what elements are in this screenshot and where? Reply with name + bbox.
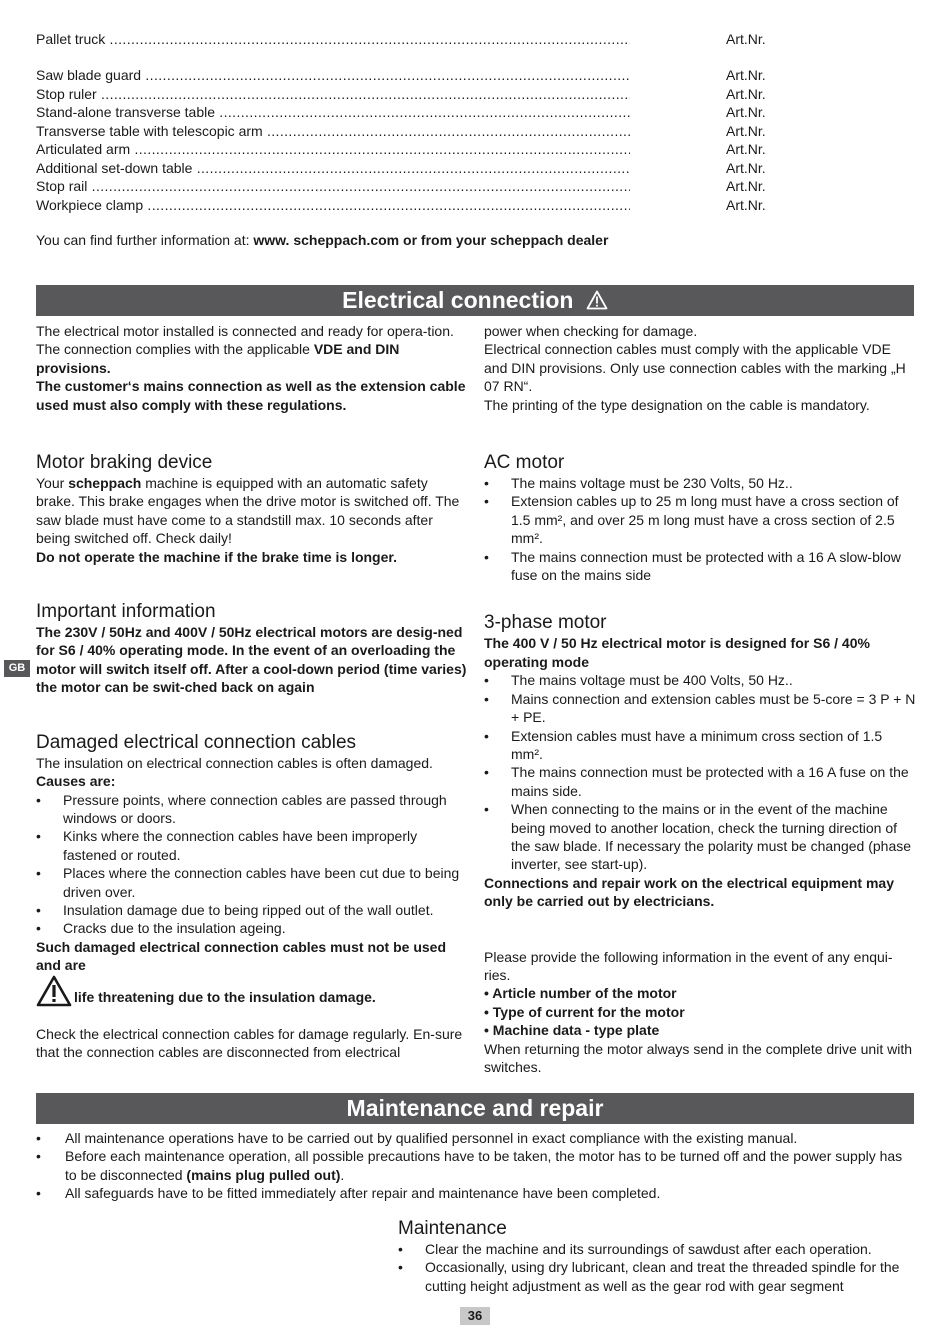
accessory-row — [36, 66, 771, 84]
list-item: • The mains voltage must be 230 Volts, 50 Hz.. — [484, 474, 916, 492]
check-cables-paragraph: Check the electrical connection cables for damage regularly. En-sure that the connection cables are disconnected from electrical — [36, 1025, 463, 1060]
electrician-warning: Connections and repair work on the electrical equipment may only be carried out by electricians. — [484, 874, 894, 910]
causes-label: Causes are: — [36, 773, 116, 790]
electrical-connection-heading: Electrical connection — [36, 285, 914, 316]
intro-paragraph: The electrical motor installed is connected and ready for opera-tion. The connection complies with the applicable VDE and DIN provisions. — [36, 323, 454, 376]
list-item: • Mains connection and extension cables must be 5-core = 3 P + N + PE. — [484, 690, 916, 727]
article-number-label: Art.Nr. — [726, 196, 766, 213]
list-item: • Before each maintenance operation, all possible precautions have to be taken, the motor has to be turned off and the power supply has to be disconnected (mains plug pulled out). — [36, 1147, 916, 1184]
motor-braking-heading: Motor braking device — [36, 452, 213, 474]
article-number-label: Art.Nr. — [726, 159, 766, 176]
accessory-row — [36, 103, 771, 121]
accessory-row — [36, 140, 771, 158]
enquiry-intro: Please provide the following information in the event of any enqui-ries. — [484, 948, 893, 983]
maintenance-heading: Maintenance — [398, 1218, 507, 1239]
damaged-cables-warning: Such damaged electrical connection cables must not be used and are — [36, 938, 446, 974]
damaged-intro: The insulation on electrical connection cables is often damaged. — [36, 754, 433, 771]
printing-paragraph: The printing of the type designation on the cable is mandatory. — [484, 396, 870, 413]
warning-triangle-icon — [586, 290, 608, 310]
list-item: • When connecting to the mains or in the event of the machine being moved to another location, check the turning direction of the saw blade. If necessary the polarity must be changed (phase inverter, see start-up). — [484, 800, 916, 874]
three-phase-motor-heading: 3-phase motor — [484, 612, 607, 634]
accessory-label: Saw blade guard ..... — [36, 66, 630, 84]
three-phase-intro: The 400 V / 50 Hz electrical motor is designed for S6 / 40% operating mode — [484, 635, 870, 670]
enquiry-item: • Type of current for the motor — [484, 1003, 685, 1020]
article-number-label: Art.Nr. — [726, 178, 766, 194]
returning-paragraph: When returning the motor always send in the complete drive unit with switches. — [484, 1040, 912, 1075]
maintenance-list — [36, 1129, 916, 1203]
causes-list — [36, 791, 468, 938]
accessory-label: Stop rail ..... — [36, 177, 630, 195]
braking-warning: Do not operate the machine if the brake time is longer. — [36, 548, 397, 565]
language-tab: GB — [4, 660, 30, 677]
accessory-row — [36, 159, 771, 177]
enquiry-item: • Machine data - type plate — [484, 1022, 660, 1039]
left-column — [36, 322, 468, 1061]
accessory-row — [36, 30, 771, 48]
warning-triangle-icon — [36, 975, 72, 1007]
list-item: • The mains connection must be protected with a 16 A fuse on the mains side. — [484, 763, 916, 800]
list-item: • Cracks due to the insulation ageing. — [36, 919, 468, 937]
list-item: • All maintenance operations have to be carried out by qualified personnel in exact compliance with the existing manual. — [36, 1129, 916, 1147]
list-item: • The mains connection must be protected with a 16 A slow-blow fuse on the mains side — [484, 548, 916, 585]
article-number-label: Art.Nr. — [726, 31, 766, 47]
damaged-cables-heading: Damaged electrical connection cables — [36, 731, 357, 753]
article-number-label: Art.Nr. — [726, 104, 766, 120]
page-number: 36 — [460, 1307, 490, 1325]
list-item: • Places where the connection cables have been cut due to being driven over. — [36, 864, 468, 901]
list-item: • Kinks where the connection cables have been improperly fastened or routed. — [36, 827, 468, 864]
accessory-row — [36, 177, 771, 195]
danger-line — [36, 975, 468, 1007]
ac-motor-heading: AC motor — [484, 452, 565, 474]
enquiry-item: • Article number of the motor — [484, 985, 677, 1002]
maintenance-subsection — [398, 1218, 908, 1295]
braking-paragraph: Your scheppach machine is equipped with an automatic safety brake. This brake engages when the drive motor is switched off. The saw blade must have come to a standstill max. 10 seconds after being switched off. Check daily! — [36, 475, 460, 547]
accessory-label: Additional set-down table ..... — [36, 159, 630, 177]
important-information-text: The 230V / 50Hz and 400V / 50Hz electrical motors are desig-ned for S6 / 40% operating mode. In the event of an overloading the motor will switch itself off. After a cool-down period (time varies) the motor can be swit-ched back on again — [36, 624, 467, 696]
article-number-label: Art.Nr. — [726, 85, 766, 102]
list-item: • Clear the machine and its surroundings of sawdust after each operation. — [398, 1240, 908, 1258]
further-information: You can find further information at: www. scheppach.com or from your scheppach dealer — [36, 232, 609, 248]
article-number-label: Art.Nr. — [726, 67, 766, 83]
accessory-label: Pallet truck ..... — [36, 30, 630, 48]
website-reference: www. scheppach.com or from your scheppach dealer — [253, 232, 609, 248]
ac-motor-list — [484, 474, 916, 584]
list-item: • The mains voltage must be 400 Volts, 50 Hz.. — [484, 671, 916, 689]
accessory-label: Articulated arm ..... — [36, 140, 630, 158]
accessory-label: Workpiece clamp ..... — [36, 196, 630, 214]
article-number-label: Art.Nr. — [726, 141, 766, 157]
list-item: • Extension cables must have a minimum cross section of 1.5 mm². — [484, 727, 916, 764]
accessory-row — [36, 196, 771, 214]
list-item: • All safeguards have to be fitted immediately after repair and maintenance have been completed. — [36, 1184, 916, 1202]
list-item: • Extension cables up to 25 m long must have a cross section of 1.5 mm², and over 25 m long must have a cross section of 2.5 mm². — [484, 492, 916, 547]
maintenance-repair-heading: Maintenance and repair — [36, 1093, 914, 1124]
danger-text: life threatening due to the insulation damage. — [74, 989, 376, 1006]
important-information-heading: Important information — [36, 601, 216, 623]
list-item: • Pressure points, where connection cables are passed through windows or doors. — [36, 791, 468, 828]
list-item: • Occasionally, using dry lubricant, clean and treat the threaded spindle for the cutting height adjustment as well as the gear rod with gear segment — [398, 1258, 908, 1295]
intro-regulations: The customer‘s mains connection as well as the extension cable used must also comply with these regulations. — [36, 378, 466, 413]
accessory-label: Transverse table with telescopic arm ..... — [36, 122, 630, 140]
maintenance-sub-list — [398, 1240, 908, 1295]
accessory-row — [36, 85, 771, 103]
list-item: • Insulation damage due to being ripped out of the wall outlet. — [36, 901, 468, 919]
check-continuation: power when checking for damage. — [484, 323, 698, 339]
accessory-label: Stand-alone transverse table ..... — [36, 103, 630, 121]
accessory-label: Stop ruler ..... — [36, 85, 630, 103]
three-phase-list — [484, 671, 916, 873]
right-column — [484, 322, 916, 1076]
article-number-label: Art.Nr. — [726, 122, 766, 139]
accessory-row — [36, 122, 771, 140]
cables-standard-paragraph: Electrical connection cables must comply with the applicable VDE and DIN provisions. Only use connection cables with the marking „H 07 RN“. — [484, 341, 906, 395]
